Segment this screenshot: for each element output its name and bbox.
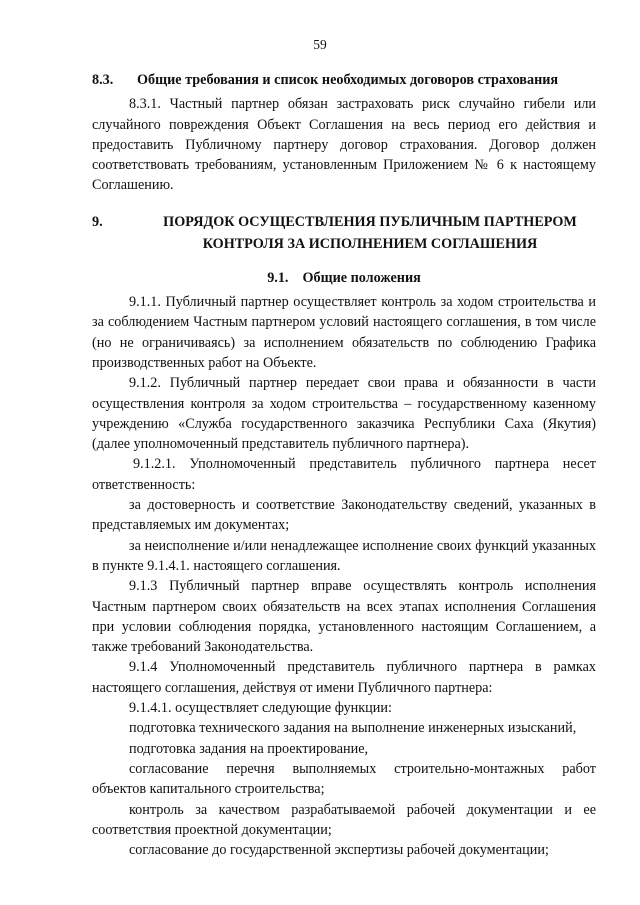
section-8-3-heading xyxy=(92,70,596,90)
page-content xyxy=(92,70,596,860)
section-9-1-heading xyxy=(92,268,596,288)
list-item: согласование до государственной экспертизы рабочей документации; xyxy=(129,842,549,859)
list-item: согласование перечня выполняемых строительно-монтажных работ объектов капитального строительства; xyxy=(92,760,596,798)
section-number: 8.3. xyxy=(92,72,114,88)
section-number: 9.1. xyxy=(267,269,289,286)
list-item: контроль за качеством разрабатываемой рабочей документации и ее соответствия проектной документации; xyxy=(92,801,596,838)
paragraph-9-1-2: 9.1.2. Публичный партнер передает свои права и обязанности в части осуществления контроля за ходом строительства – государственному казенному учреждению «Служба государственного заказчика Республики Саха (Якутия) (далее уполномоченный представитель публичного партнера). xyxy=(92,375,596,453)
paragraph-9-1-1: 9.1.1. Публичный партнер осуществляет контроль за ходом строительства и за соблюдением Частным партнером условий настоящего соглашения, в том числе (но не ограничиваясь) за исполнением обязательств по соблюдению Графика производственных работ на Объекте. xyxy=(92,294,596,371)
paragraph-9-1-4-1: 9.1.4.1. осуществляет следующие функции: xyxy=(129,700,392,717)
section-number: 9. xyxy=(92,213,103,230)
section-title: Общие требования и список необходимых договоров страхования xyxy=(137,72,559,88)
section-9-heading xyxy=(92,211,596,255)
page-number: 59 xyxy=(313,37,327,52)
section-title: Общие положения xyxy=(302,269,421,286)
section-title: ПОРЯДОК ОСУЩЕСТВЛЕНИЯ ПУБЛИЧНЫМ ПАРТНЕРОМ КОНТРОЛЯ ЗА ИСПОЛНЕНИЕМ СОГЛАШЕНИЯ xyxy=(163,213,577,252)
list-item: за неисполнение и/или ненадлежащее исполнение своих функций указанных в пункте 9.1.4.1. настоящего соглашения. xyxy=(92,537,596,574)
list-item: подготовка задания на проектирование, xyxy=(129,740,369,757)
paragraph-9-1-2-1: 9.1.2.1. Уполномоченный представитель публичного партнера несет ответственность: xyxy=(92,456,596,493)
paragraph-9-1-4: 9.1.4 Уполномоченный представитель публичного партнера в рамках настоящего соглашения, действуя от имени Публичного партнера: xyxy=(92,659,596,696)
list-item: подготовка технического задания на выполнение инженерных изысканий, xyxy=(129,720,577,737)
list-item: за достоверность и соответствие Законодательству сведений, указанных в представляемых им документах; xyxy=(92,497,596,534)
paragraph-8-3-1: 8.3.1. Частный партнер обязан застраховать риск случайно гибели или случайного повреждения Объект Соглашения на весь период его действия и предоставить Публичному партнеру договор страхования. Договор должен соответствовать требованиям, установленным Приложением № 6 к настоящему Соглашению. xyxy=(92,96,596,194)
paragraph-9-1-3: 9.1.3 Публичный партнер вправе осуществлять контроль исполнения Частным партнером своих обязательств на всех этапах исполнения Соглашения при условии соблюдения порядка, установленного настоящим Соглашением, а также требований Законодательства. xyxy=(92,578,596,656)
